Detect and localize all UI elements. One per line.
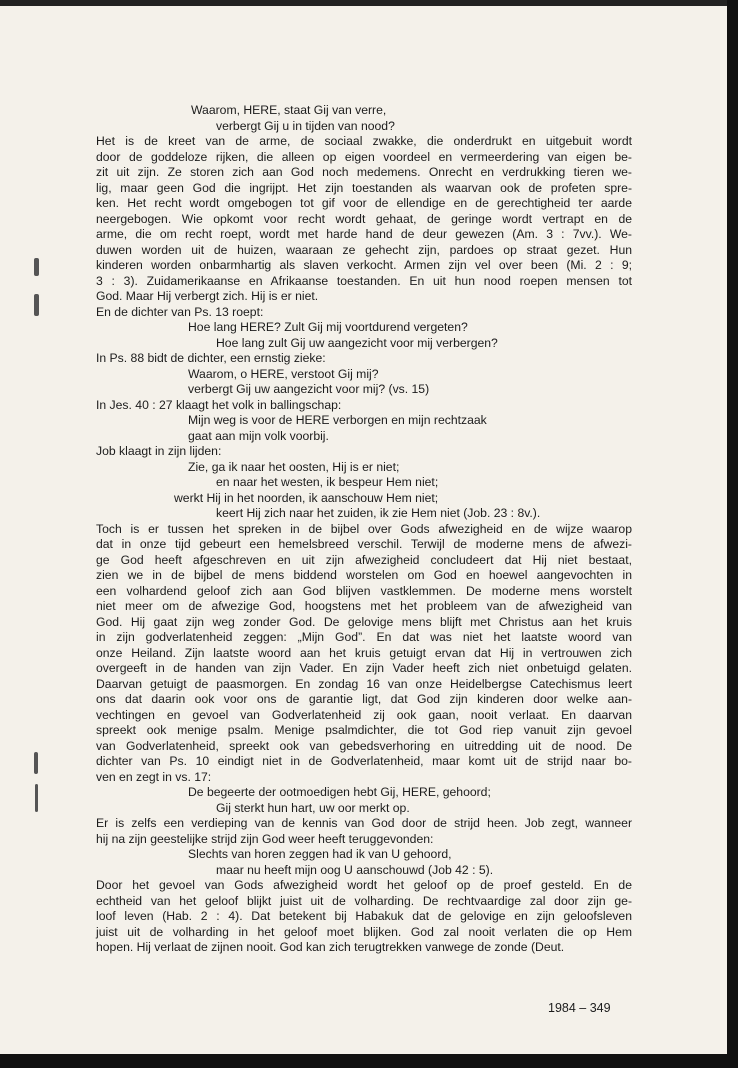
text-line: Hoe lang HERE? Zult Gij mij voortdurend vergeten? <box>188 320 468 334</box>
text-line: hij na zijn geestelijke strijd zijn God weer heeft teruggevonden: <box>96 831 434 846</box>
paragraph <box>96 305 632 321</box>
text-line: neergebogen. Wie opkomt voor recht wordt gehaat, de geringe wordt vertrapt en de <box>96 211 632 226</box>
text-line: Job klaagt in zijn lijden: <box>96 444 222 458</box>
text-line: Mijn weg is voor de HERE verborgen en mijn rechtzaak <box>188 413 487 427</box>
text-line: Het is de kreet van de arme, de sociaal zwakke, die onderdrukt en uitgebuit wordt <box>96 134 632 148</box>
text-line: God. Hij gaat zijn weg zonder God. De gelovige mens blijft met Christus aan het kruis <box>96 614 632 629</box>
text-line: loof leven (Hab. 2 : 4). Dat betekent bij Habakuk dat de gelovige en zijn geloofsleven <box>96 909 632 923</box>
paragraph <box>96 134 632 305</box>
text-line: vechtingen en gevoel van Godverlatenheid zij ook gaan, nooit verlaat. En daarvan <box>96 707 632 722</box>
text-line: dichter van Ps. 10 eindigt niet in de Godverlatenheid, maar komt uit de strijd naar bo- <box>96 754 632 768</box>
text-line: In Ps. 88 bidt de dichter, een ernstig zieke: <box>96 351 326 365</box>
body-text <box>96 103 632 956</box>
text-line: in zijn godverlatenheid zeggen: „Mijn God”. En dat was niet het laatste woord van <box>96 630 632 644</box>
text-line: Door het gevoel van Gods afwezigheid wordt het geloof op de proef gesteld. En de <box>96 878 632 892</box>
text-line: Waarom, o HERE, verstoot Gij mij? <box>188 366 379 381</box>
text-line: Hoe lang zult Gij uw aangezicht voor mij verbergen? <box>216 335 498 350</box>
quotation-block <box>96 103 632 134</box>
text-line: onze Heiland. Zijn laatste woord aan het kruis getuigt ervan dat Hij in vertrouwen zich <box>96 645 632 660</box>
text-line: verbergt Gij uw aangezicht voor mij? (vs. 15) <box>188 382 430 396</box>
margin-mark <box>34 294 39 316</box>
text-line: overgeeft in de handen van zijn Vader. En zijn Vader heeft zich niet onbetuigd gelaten. <box>96 661 632 675</box>
paragraph <box>96 351 632 367</box>
text-line: ken. Het recht wordt omgebogen tot gif voor de ellendige en de gerechtigheid ter aarde <box>96 196 632 210</box>
text-line: arme, die om recht roept, wordt met harde hand de deur gewezen (Am. 3 : 7vv.). We- <box>96 227 632 241</box>
text-line: spreekt ook menige psalm. Menige psalmdichter, die tot God riep vanuit zijn gevoel <box>96 723 632 737</box>
text-line: zien we in de bijbel de mens biddend worstelen om God en hoewel aangevochten in <box>96 568 632 582</box>
text-line: dat in onze tijd gebeurt een hemelsbreed verschil. Terwijl de moderne mens de afwezi- <box>96 537 632 551</box>
scan-border-top <box>0 0 738 6</box>
text-line: God. Maar Hij verbergt zich. Hij is er niet. <box>96 289 319 303</box>
quotation-block <box>96 320 632 351</box>
quotation-block <box>96 847 632 878</box>
scan-border-bottom <box>0 1054 738 1068</box>
text-line: Zie, ga ik naar het oosten, Hij is er niet; <box>188 459 400 474</box>
text-line: Waarom, HERE, staat Gij van verre, <box>191 103 387 117</box>
text-line: kinderen worden onbarmhartig als slaven verkocht. Armen zijn vel over been (Mi. 2 : 9; <box>96 258 632 272</box>
paragraph <box>96 816 632 847</box>
text-line: maar nu heeft mijn oog U aanschouwd (Job 42 : 5). <box>216 862 494 877</box>
text-line: ons dat daarin ook voor ons de garantie ligt, dat God zijn kinderen door welke aan- <box>96 692 632 706</box>
margin-mark <box>34 258 39 276</box>
paragraph <box>96 398 632 414</box>
text-line: ge God heeft afgeschreven en uit zijn afwezigheid concludeert dat Hij niet bestaat, <box>96 552 632 567</box>
text-line: gaat aan mijn volk voorbij. <box>188 428 329 443</box>
page-number: 1984 – 349 <box>548 1001 611 1015</box>
text-line: een volhardend geloof zich aan God blijven vastklemmen. De moderne mens worstelt <box>96 583 632 598</box>
text-line: hopen. Hij verlaat de zijnen nooit. God kan zich terugtrekken vanwege de zonde (Deut. <box>96 940 565 954</box>
text-line: werkt Hij in het noorden, ik aanschouw Hem niet; <box>174 490 439 505</box>
text-line: ven en zegt in vs. 17: <box>96 769 212 784</box>
quotation-block <box>96 460 632 522</box>
text-line: van Godverlatenheid, spreekt ook van gebedsverhoring en uitredding uit de nood. De <box>96 738 632 753</box>
quotation-block <box>96 785 632 816</box>
text-line: Daarvan getuigt de paasmorgen. En zondag 16 van onze Heidelbergse Catechismus leert <box>96 676 632 691</box>
scan-border-right <box>727 0 738 1068</box>
text-line: lig, maar geen God die ingrijpt. Het zijn toestanden als waarvan ook de profeten spre- <box>96 180 632 195</box>
text-line: De begeerte der ootmoedigen hebt Gij, HERE, gehoord; <box>188 785 491 799</box>
paragraph <box>96 878 632 956</box>
text-line: verbergt Gij u in tijden van nood? <box>216 118 395 133</box>
text-line: keert Hij zich naar het zuiden, ik zie Hem niet (Job. 23 : 8v.). <box>216 506 541 520</box>
text-line: echtheid van het geloof blijkt juist uit de volharding. De rechtvaardige zal door zijn ge- <box>96 893 632 908</box>
text-line: Er is zelfs een verdieping van de kennis van God door de strijd heen. Job zegt, wanneer <box>96 816 632 830</box>
text-line: En de dichter van Ps. 13 roept: <box>96 304 264 319</box>
text-line: door de goddeloze rijken, die alleen op eigen voordeel en vermeerdering van eigen be- <box>96 149 632 164</box>
paragraph <box>96 522 632 786</box>
margin-mark <box>34 752 38 774</box>
quotation-block <box>96 413 632 444</box>
text-line: juist uit de volharding in het geloof moet blijken. God zal nooit verlaten die op Hem <box>96 924 632 939</box>
text-line: niet meer om de afwezige God, hoogstens met het probleem van de afwezigheid van <box>96 599 632 613</box>
text-line: In Jes. 40 : 27 klaagt het volk in ballingschap: <box>96 397 342 412</box>
text-line: duwen worden uit de huizen, waaraan ze gehecht zijn, pardoes op straat gezet. Hun <box>96 242 632 257</box>
paragraph <box>96 444 632 460</box>
text-line: zit uit zijn. Ze storen zich aan God noch medemens. Onrecht en verdrukking tieren we- <box>96 165 632 179</box>
text-line: Toch is er tussen het spreken in de bijbel over Gods afwezigheid en de wijze waarop <box>96 521 632 536</box>
quotation-block <box>96 367 632 398</box>
text-line: en naar het westen, ik bespeur Hem niet; <box>216 475 439 489</box>
text-line: Slechts van horen zeggen had ik van U gehoord, <box>188 847 452 861</box>
margin-mark <box>35 784 38 812</box>
text-line: Gij sterkt hun hart, uw oor merkt op. <box>216 800 410 815</box>
text-line: 3 : 3). Zuidamerikaanse en Afrikaanse toestanden. En uit hun nood roepen mensen tot <box>96 273 632 288</box>
